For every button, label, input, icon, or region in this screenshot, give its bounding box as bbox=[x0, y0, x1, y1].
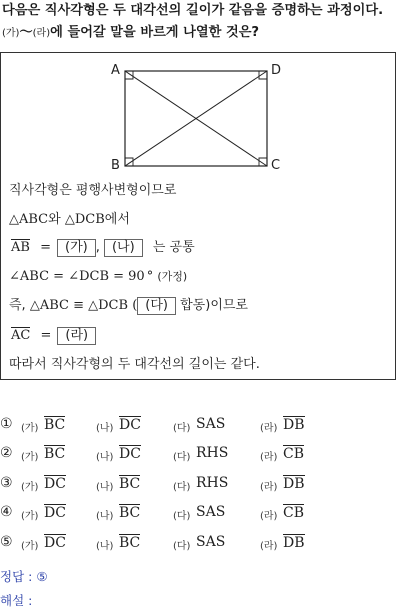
choice-tag-ra: (라) bbox=[260, 482, 278, 493]
choice-ra-value: CB bbox=[283, 505, 304, 521]
congruence-statement: △ABC ≡ △DCB bbox=[29, 298, 129, 313]
choice-da-value: RHS bbox=[196, 475, 229, 491]
equals-sign-2: = bbox=[40, 328, 52, 343]
question-line-2-rest: 에 들어갈 말을 바르게 나열한 것은? bbox=[50, 25, 260, 40]
choice-tag-da: (다) bbox=[173, 541, 191, 552]
choice-na-value: BC bbox=[119, 505, 141, 521]
question-line-2 bbox=[2, 22, 400, 45]
proof-line-5-rest: 합동)이므로 bbox=[180, 298, 248, 313]
choice-da-value: RHS bbox=[196, 445, 229, 461]
choice-na-value: BC bbox=[119, 535, 141, 551]
answer-line bbox=[0, 567, 48, 585]
label-ga: (가) bbox=[2, 28, 20, 39]
equals-sign: = bbox=[40, 240, 51, 255]
vertex-b: B bbox=[111, 158, 120, 173]
segment-ab: AB bbox=[11, 240, 30, 255]
comma: , bbox=[95, 240, 100, 255]
rectangle-diagram bbox=[109, 57, 282, 173]
choice-tag-na: (나) bbox=[96, 423, 114, 434]
assumption-note: (가정) bbox=[157, 270, 188, 283]
choice-number: ② bbox=[0, 445, 13, 461]
choice-ra-value: CB bbox=[283, 446, 304, 462]
choice-tag-da: (다) bbox=[173, 423, 191, 434]
choice-tag-da: (다) bbox=[173, 511, 191, 522]
angle-equation: ∠ABC = ∠DCB = 90 bbox=[9, 269, 145, 284]
choice-tag-na: (나) bbox=[96, 511, 114, 522]
label-ra: (라) bbox=[32, 28, 51, 39]
choice-tag-ga: (가) bbox=[21, 541, 39, 552]
choice-tag-ga: (가) bbox=[21, 482, 39, 493]
choice-tag-ra: (라) bbox=[260, 511, 278, 522]
blank-da: (다) bbox=[137, 297, 176, 315]
therefore-prefix: 즉, bbox=[9, 298, 26, 313]
conj-wa: 와 bbox=[48, 212, 61, 227]
segment-ac: AC bbox=[11, 328, 31, 343]
choice-da-value: SAS bbox=[196, 504, 226, 520]
choice-ra-value: DB bbox=[283, 476, 305, 492]
proof-line-4 bbox=[9, 267, 187, 287]
choice-na-value: DC bbox=[119, 417, 141, 433]
choice-number: ③ bbox=[0, 475, 13, 491]
choice-number: ① bbox=[0, 416, 13, 432]
question-text bbox=[2, 0, 400, 45]
vertex-d: D bbox=[271, 63, 282, 78]
choice-tag-na: (나) bbox=[96, 482, 114, 493]
blank-ga: (가) bbox=[57, 239, 96, 257]
degree-sign: ° bbox=[146, 269, 154, 284]
answer-label: 정답 : bbox=[0, 569, 33, 584]
choice-tag-ga: (가) bbox=[21, 423, 39, 434]
choice-da-value: SAS bbox=[196, 534, 226, 550]
choice-tag-da: (다) bbox=[173, 452, 191, 463]
choice-tag-ra: (라) bbox=[260, 423, 278, 434]
choice-tag-na: (나) bbox=[96, 452, 114, 463]
proof-line-6 bbox=[11, 326, 96, 346]
choice-ga-value: DC bbox=[44, 535, 66, 551]
proof-line-5 bbox=[9, 296, 248, 316]
proof-line-3 bbox=[11, 238, 195, 258]
proof-line-7: 따라서 직사각형의 두 대각선의 길이는 같다. bbox=[9, 357, 260, 372]
proof-box bbox=[0, 52, 396, 380]
choice-tag-da: (다) bbox=[173, 482, 191, 493]
proof-line-2-rest: 에서 bbox=[104, 212, 130, 227]
choice-ra-value: DB bbox=[283, 417, 305, 433]
tilde: ～ bbox=[19, 25, 33, 40]
blank-ra: (라) bbox=[57, 327, 96, 345]
explanation-line bbox=[0, 591, 32, 609]
choice-ga-value: BC bbox=[44, 446, 66, 462]
choice-tag-ga: (가) bbox=[21, 511, 39, 522]
choice-na-value: DC bbox=[119, 446, 141, 462]
choice-ga-value: BC bbox=[44, 417, 66, 433]
vertex-c: C bbox=[271, 158, 281, 173]
choice-tag-na: (나) bbox=[96, 541, 114, 552]
triangle-abc: △ABC bbox=[9, 212, 49, 227]
proof-line-2 bbox=[9, 210, 130, 230]
answer-value: ⑤ bbox=[36, 569, 48, 584]
open-paren: ( bbox=[132, 298, 138, 313]
common-text: 는 공통 bbox=[152, 240, 195, 255]
choice-tag-ra: (라) bbox=[260, 541, 278, 552]
choice-da-value: SAS bbox=[196, 416, 226, 432]
question-line-1: 다음은 직사각형은 두 대각선의 길이가 같음을 증명하는 과정이다. bbox=[2, 3, 384, 18]
choice-tag-ga: (가) bbox=[21, 452, 39, 463]
vertex-a: A bbox=[111, 63, 120, 78]
choice-tag-ra: (라) bbox=[260, 452, 278, 463]
triangle-dcb: △DCB bbox=[64, 212, 105, 227]
blank-na: (나) bbox=[104, 239, 143, 257]
choice-number: ④ bbox=[0, 504, 13, 520]
choice-na-value: BC bbox=[119, 476, 141, 492]
choice-ra-value: DB bbox=[283, 535, 305, 551]
proof-line-1: 직사각형은 평행사변형이므로 bbox=[9, 183, 177, 198]
choice-ga-value: DC bbox=[44, 476, 66, 492]
choice-ga-value: DC bbox=[44, 505, 66, 521]
explanation-label: 해설 : bbox=[0, 593, 33, 608]
choice-number: ⑤ bbox=[0, 534, 13, 550]
